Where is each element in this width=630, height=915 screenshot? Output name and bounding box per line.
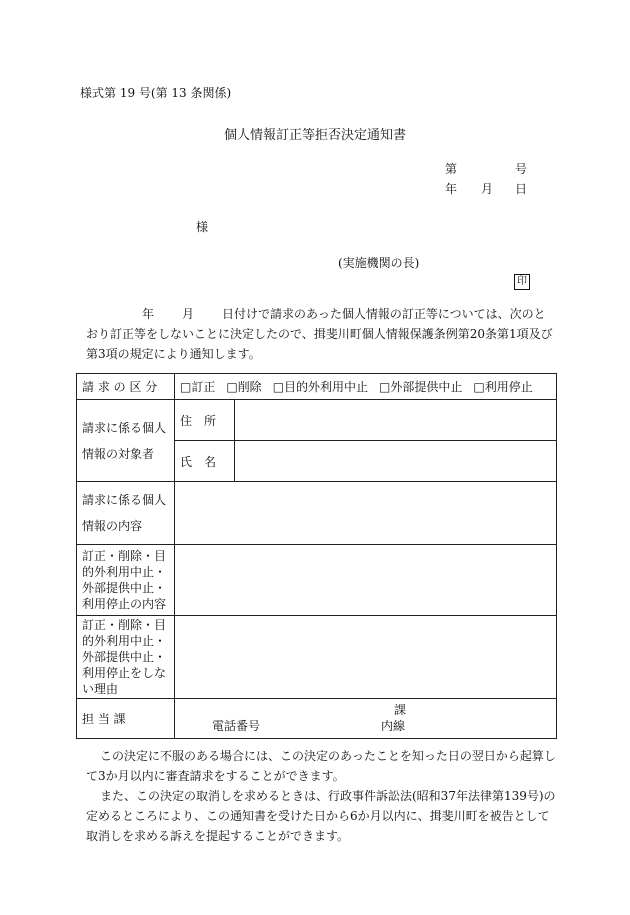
staff-row <box>77 699 557 739</box>
intro-text: 日付けで請求のあった個人情報の訂正等については、次のとおり訂正等をしないことに決定したので、揖斐川町個人情報保護条例第20条第1項及び第3項の規定により通知します。 <box>86 307 553 361</box>
request-type-options <box>175 374 557 400</box>
section-suffix: 課 <box>394 703 407 717</box>
number-prefix: 第 <box>445 162 458 176</box>
appeal-note: この決定に不服のある場合には、この決定のあったことを知った日の翌日から起算して3か月以内に審査請求をすることができます。 <box>86 749 556 783</box>
form-number: 様式第 19 号(第 13 条関係) <box>80 86 232 100</box>
extension-label: 内線 <box>381 719 406 733</box>
request-type-row <box>77 374 557 400</box>
document-title: 個人情報訂正等拒否決定通知書 <box>223 128 406 143</box>
correction-content-value[interactable] <box>175 545 557 616</box>
name-label: 氏 名 <box>175 441 235 482</box>
option-stop-use[interactable]: □利用停止 <box>473 380 533 394</box>
refusal-reason-row <box>77 616 557 699</box>
staff-label: 担 当 課 <box>77 699 175 739</box>
phone-label: 電話番号 <box>212 719 261 733</box>
intro-year: 年 <box>142 307 155 321</box>
refusal-reason-value[interactable] <box>175 616 557 699</box>
option-correction[interactable]: □訂正 <box>180 380 216 394</box>
date-month: 月 <box>481 182 494 196</box>
name-value[interactable] <box>235 441 557 482</box>
address-value[interactable] <box>235 400 557 441</box>
addressee-honorific: 様 <box>196 220 209 234</box>
issuer-label: (実施機関の長) <box>338 256 420 270</box>
refusal-reason-label: 訂正・削除・目的外利用中止・外部提供中止・利用停止をしない理由 <box>77 616 175 699</box>
intro-month: 月 <box>182 307 195 321</box>
date-day: 日 <box>514 182 527 196</box>
correction-content-row <box>77 545 557 616</box>
subject-label: 請求に係る個人情報の対象者 <box>77 400 175 482</box>
option-deletion[interactable]: □削除 <box>226 380 262 394</box>
staff-value[interactable] <box>175 699 557 739</box>
lawsuit-note: また、この決定の取消しを求めるときは、行政事件訴訟法(昭和37年法律第139号)の定めるところにより、この通知書を受けた日から6か月以内に、揖斐川町を被告として取消しを求める訴えを提起することができます。 <box>86 789 556 843</box>
number-suffix: 号 <box>514 162 527 176</box>
content-row <box>77 482 557 545</box>
document-number-line <box>445 160 535 177</box>
address-label: 住 所 <box>175 400 235 441</box>
option-stop-other-use[interactable]: □目的外利用中止 <box>272 380 369 394</box>
request-type-label: 請 求 の 区 分 <box>77 374 175 400</box>
content-label: 請求に係る個人情報の内容 <box>77 482 175 545</box>
intro-paragraph <box>86 304 556 364</box>
issue-date-line <box>445 180 535 197</box>
notice-table <box>76 373 557 739</box>
content-value[interactable] <box>175 482 557 545</box>
option-stop-external-provision[interactable]: □外部提供中止 <box>379 380 463 394</box>
date-year: 年 <box>445 182 458 196</box>
subject-address-row <box>77 400 557 441</box>
correction-content-label: 訂正・削除・目的外利用中止・外部提供中止・利用停止の内容 <box>77 545 175 616</box>
seal-mark: 印 <box>514 274 530 290</box>
